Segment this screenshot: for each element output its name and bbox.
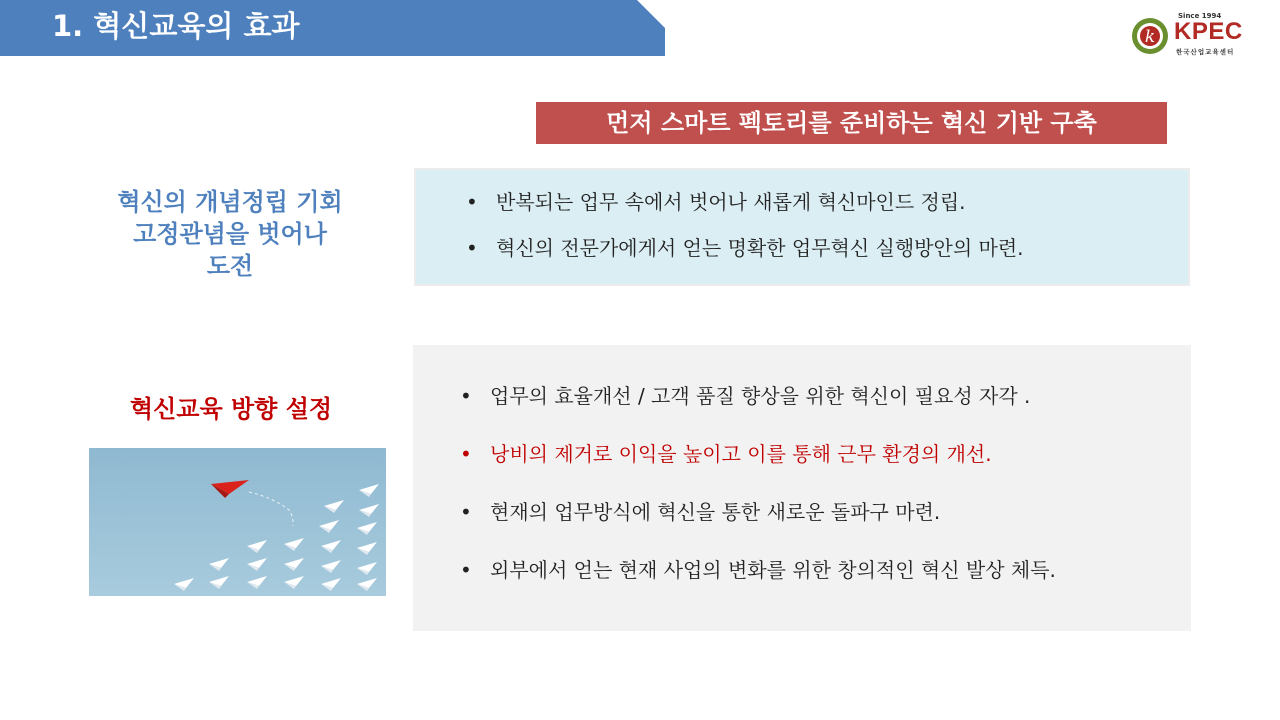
concept-label-line-3: 도전: [206, 252, 254, 280]
section-heading: 먼저 스마트 펙토리를 준비하는 혁신 기반 구축: [536, 102, 1167, 144]
bullet-text: 반복되는 업무 속에서 벗어나 새롭게 혁신마인드 정립.: [496, 190, 966, 214]
concept-label-line-2: 고정관념을 벗어나: [133, 220, 327, 248]
kpec-logo: [1130, 12, 1265, 58]
list-item: [466, 234, 1024, 262]
bullet-text: 외부에서 얻는 현재 사업의 변화를 위한 창의적인 혁신 발상 체득.: [490, 558, 1056, 582]
logo-subtitle: 한국산업교육센터: [1176, 48, 1235, 56]
list-item: [460, 556, 1056, 584]
direction-label: 혁신교육 방향 설정: [129, 395, 333, 423]
concept-label-line-1: 혁신의 개념정립 기회: [117, 188, 343, 216]
kpec-logo-mark-icon: [1130, 16, 1170, 56]
bullet-icon: •: [460, 500, 472, 524]
list-item: [460, 440, 992, 468]
bullet-icon: •: [466, 190, 478, 214]
bullet-icon: •: [460, 442, 472, 466]
concept-box: [414, 168, 1190, 286]
page-title: 1. 혁신교육의 효과: [52, 9, 300, 43]
bullet-text: 혁신의 전문가에게서 얻는 명확한 업무혁신 실행방안의 마련.: [496, 236, 1024, 260]
logo-name: KPEC: [1174, 18, 1243, 45]
bullet-icon: •: [466, 236, 478, 260]
concept-label: [90, 186, 370, 282]
paper-planes-image: [89, 448, 386, 596]
list-item: [466, 188, 966, 216]
list-item: [460, 382, 1030, 410]
bullet-icon: •: [460, 384, 472, 408]
bullet-text: 현재의 업무방식에 혁신을 통한 새로운 돌파구 마련.: [490, 500, 941, 524]
bullet-icon: •: [460, 558, 472, 582]
bullet-text: 낭비의 제거로 이익을 높이고 이를 통해 근무 환경의 개선.: [490, 442, 992, 466]
bullet-text: 업무의 효율개선 / 고객 품질 향상을 위한 혁신이 필요성 자각 .: [490, 384, 1031, 408]
logo-since: Since 1994: [1178, 12, 1222, 20]
svg-text:k: k: [1144, 27, 1156, 47]
list-item: [460, 498, 940, 526]
